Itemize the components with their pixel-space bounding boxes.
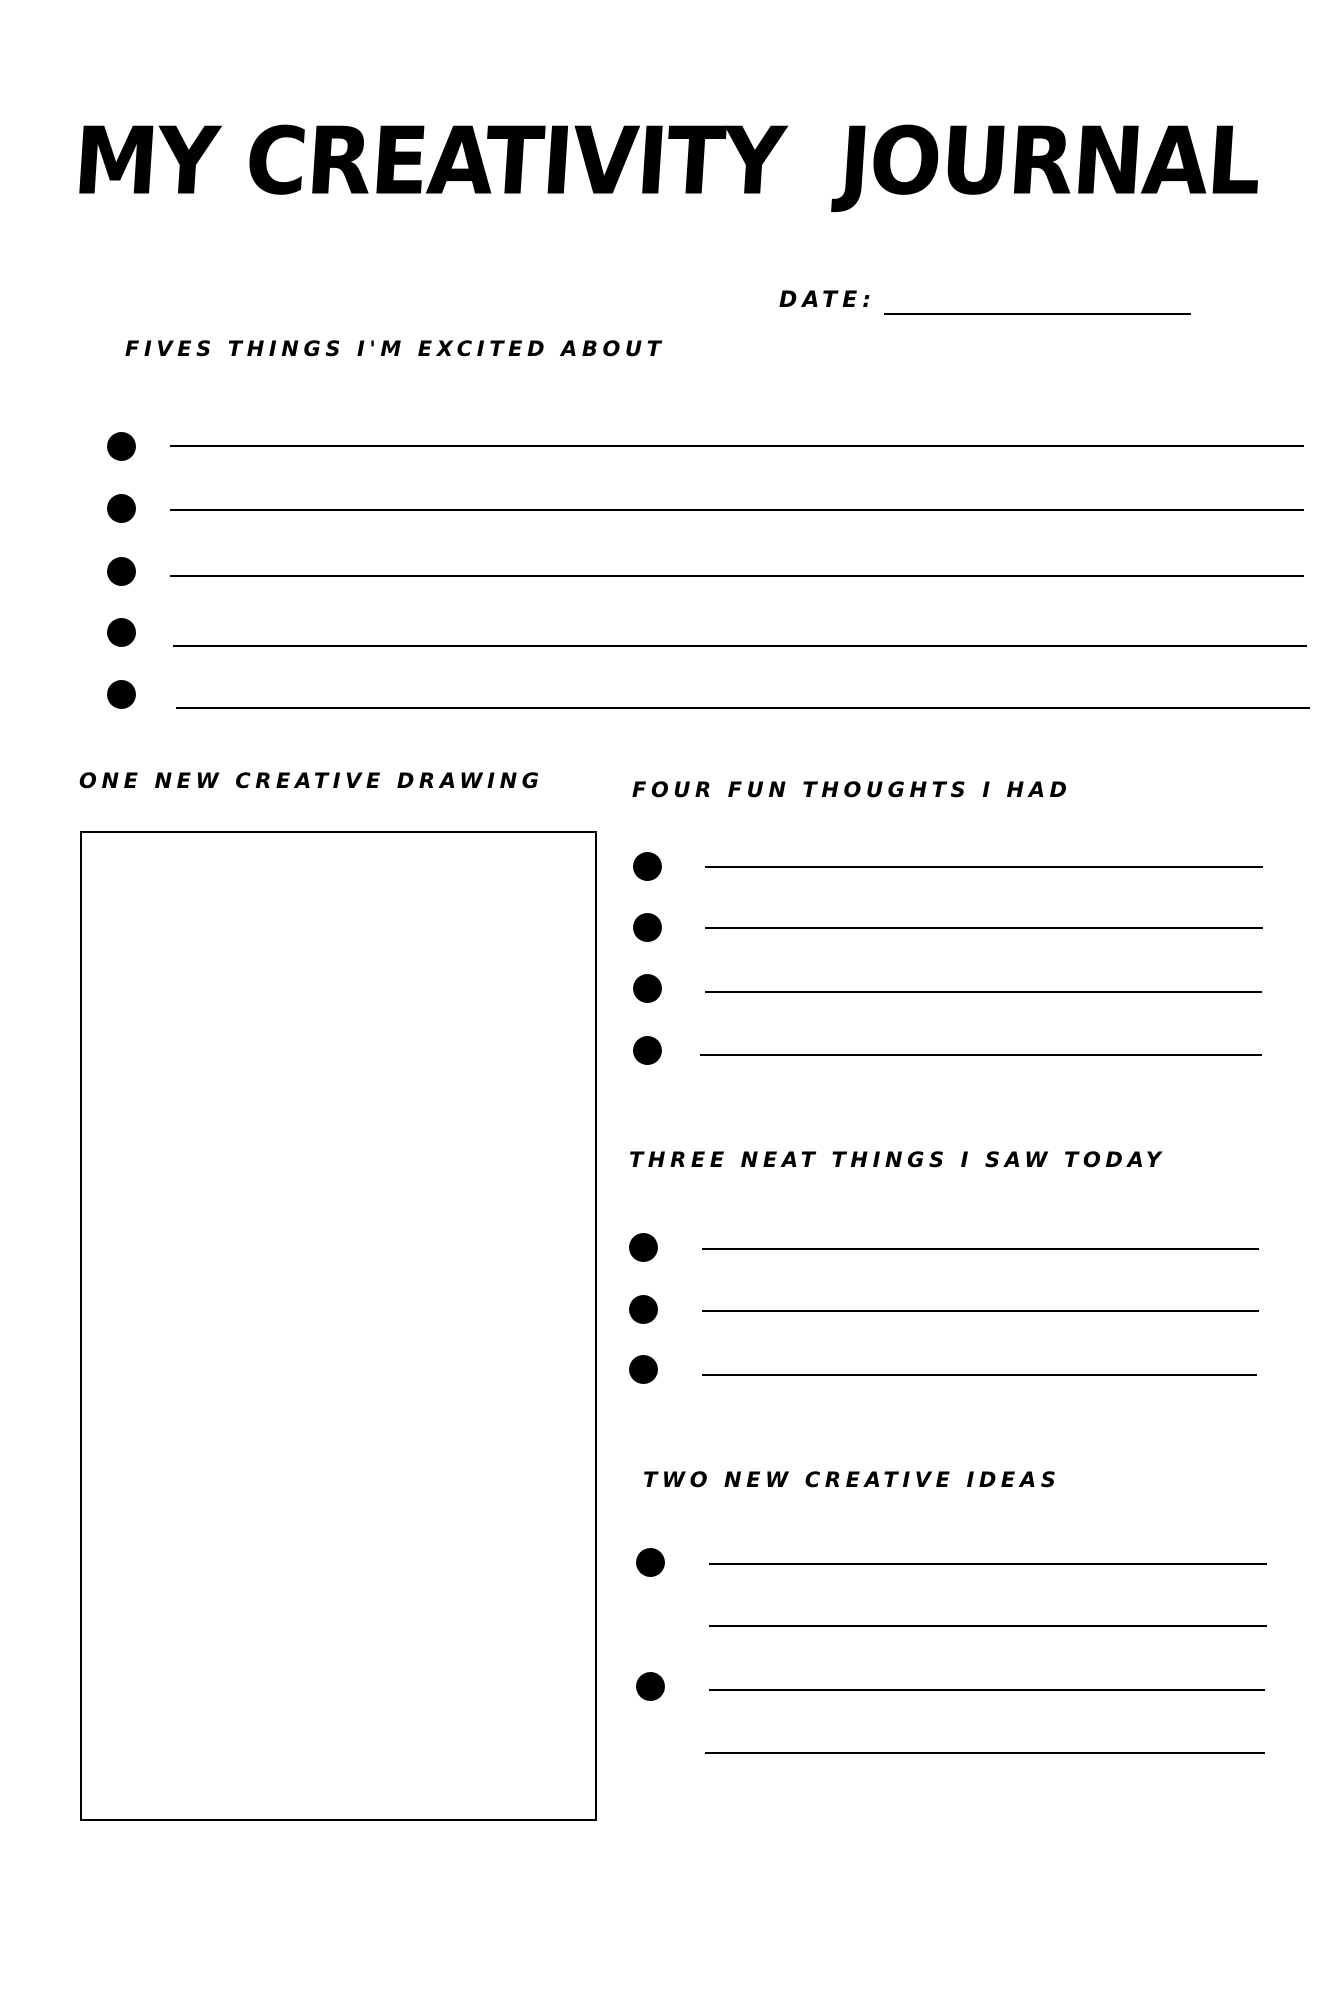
excited-write-line[interactable]: [170, 575, 1304, 577]
bullet-icon: [107, 557, 136, 586]
thoughts-write-line[interactable]: [700, 1054, 1262, 1056]
drawing-box[interactable]: [80, 831, 597, 1821]
excited-write-line[interactable]: [170, 509, 1304, 511]
date-write-line[interactable]: [884, 313, 1191, 315]
excited-write-line[interactable]: [176, 707, 1310, 709]
date-label: DATE:: [779, 288, 877, 313]
ideas-write-line[interactable]: [709, 1625, 1267, 1627]
bullet-icon: [107, 494, 136, 523]
bullet-icon: [633, 974, 662, 1003]
ideas-write-line[interactable]: [709, 1563, 1267, 1565]
bullet-icon: [629, 1233, 658, 1262]
neat-write-line[interactable]: [702, 1248, 1259, 1250]
excited-write-line[interactable]: [170, 445, 1304, 447]
thoughts-section-title: FOUR FUN THOUGHTS I HAD: [632, 778, 1072, 802]
ideas-section-title: TWO NEW CREATIVE IDEAS: [643, 1468, 1061, 1492]
bullet-icon: [629, 1295, 658, 1324]
bullet-icon: [633, 852, 662, 881]
drawing-section-title: ONE NEW CREATIVE DRAWING: [79, 769, 544, 793]
neat-write-line[interactable]: [702, 1374, 1257, 1376]
thoughts-write-line[interactable]: [705, 927, 1263, 929]
neat-write-line[interactable]: [702, 1310, 1259, 1312]
bullet-icon: [107, 680, 136, 709]
bullet-icon: [633, 913, 662, 942]
ideas-write-line[interactable]: [709, 1689, 1265, 1691]
neat-section-title: THREE NEAT THINGS I SAW TODAY: [629, 1148, 1166, 1172]
ideas-write-line[interactable]: [705, 1752, 1265, 1754]
thoughts-write-line[interactable]: [705, 866, 1263, 868]
bullet-icon: [636, 1672, 665, 1701]
bullet-icon: [633, 1036, 662, 1065]
bullet-icon: [636, 1548, 665, 1577]
thoughts-write-line[interactable]: [705, 991, 1262, 993]
bullet-icon: [107, 432, 136, 461]
bullet-icon: [629, 1355, 658, 1384]
journal-title: MY CREATIVITY JOURNAL: [69, 108, 1264, 216]
bullet-icon: [107, 618, 136, 647]
excited-section-title: FIVES THINGS I'M EXCITED ABOUT: [125, 337, 666, 361]
excited-write-line[interactable]: [173, 645, 1307, 647]
